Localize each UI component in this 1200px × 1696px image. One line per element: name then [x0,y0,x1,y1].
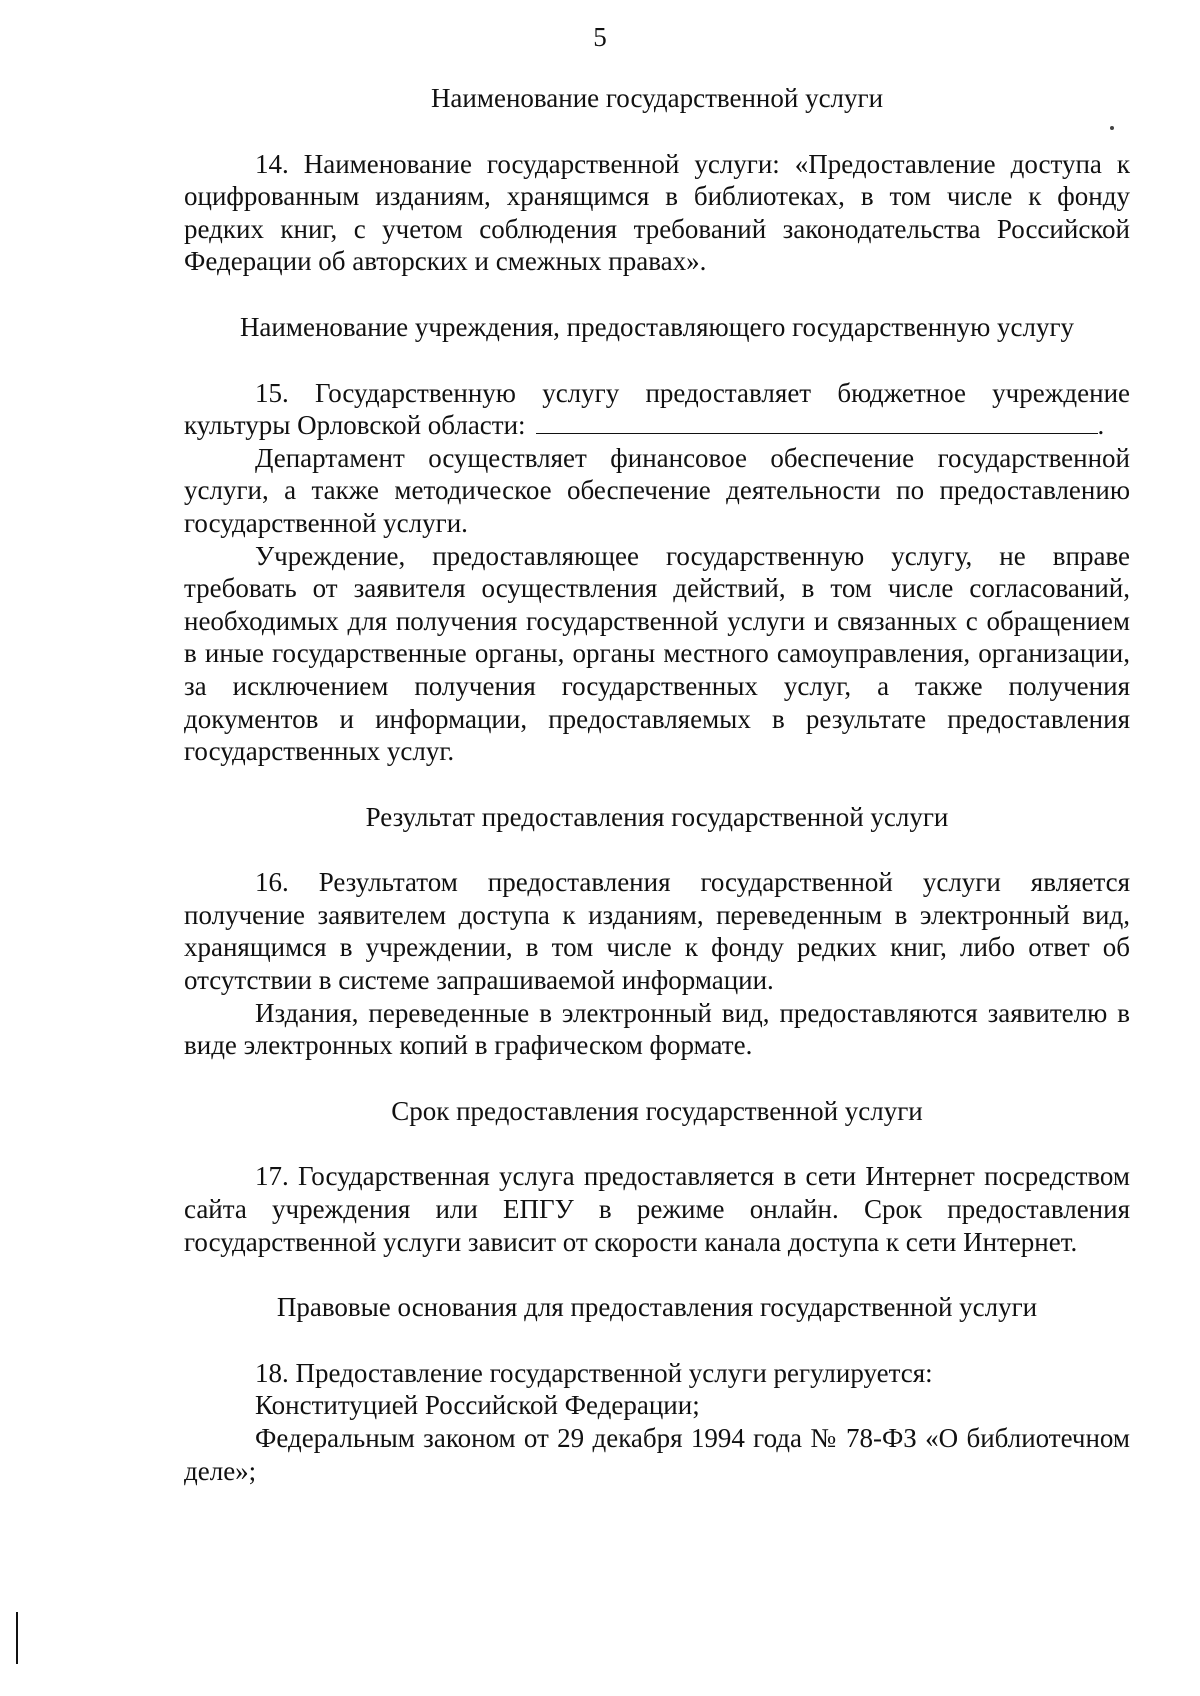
section-heading-legal-basis: Правовые основания для предоставления государственной услуги [276,1292,1038,1323]
paragraph-14: 14. Наименование государственной услуги: «Предоставление доступа к оцифрованным изданиям, хранящимся в библиотеках, в том числе к фонду редких книг, с учетом соблюдения требований законодательства Российской Федерации об авторских и смежных правах». [184,148,1130,277]
paragraph-15-text: 15. Государственную услугу предоставляет бюджетное учреждение культуры Орловской области: [184,377,1130,441]
section-heading-service-name: Наименование государственной услуги [430,83,884,113]
paragraph-15 [184,377,1130,442]
spacer [184,1062,1130,1095]
spacer [184,278,1130,311]
paragraph-15-end: . [1097,410,1105,441]
section-heading-term: Срок предоставления государственной услуги [391,1095,923,1126]
paragraph-editions: Издания, переведенные в электронный вид, предоставляются заявителю в виде электронных копий в графическом формате. [184,997,1130,1061]
document-body [184,82,1130,1487]
spacer [184,768,1130,801]
spacer [184,1324,1130,1357]
paragraph-department: Департамент осуществляет финансовое обеспечение государственной услуги, а также методическое обеспечение деятельности по предоставлению государственной услуги. [184,442,1130,538]
spacer [184,1258,1130,1291]
spacer [184,115,1130,148]
paragraph-18: 18. Предоставление государственной услуги регулируется: [255,1357,933,1388]
paragraph-constitution: Конституцией Российской Федерации; [255,1390,700,1421]
paragraph-federal-law: Федеральным законом от 29 декабря 1994 года № 78-ФЗ «О библиотечном деле»; [184,1423,1130,1486]
scan-margin-mark [16,1612,18,1664]
section-heading-institution: Наименование учреждения, предоставляющего государственную услугу [239,311,1075,342]
paragraph-institution-restrictions: Учреждение, предоставляющее государственную услугу, не вправе требовать от заявителя осуществления действий, в том числе согласований, необходимых для получения государственной услуги и связанных с обращением в иные государственные органы, органы местного самоуправления, организации, за исключением получения государственных услуг, а также получения документов и информации, предоставляемых в результате предоставления государственных услуг. [184,540,1130,767]
page-number: 5 [593,22,607,52]
spacer [184,1127,1130,1160]
paragraph-16: 16. Результатом предоставления государственной услуги является получение заявителем доступа к изданиям, переведенным в электронный вид, хранящимся в учреждении, в том числе к фонду редких книг, либо ответ об отсутствии в системе запрашиваемой информации. [184,867,1130,996]
section-heading-result: Результат предоставления государственной услуги [365,801,949,832]
spacer [184,833,1130,866]
fill-in-blank-line [536,411,1098,434]
paragraph-17: 17. Государственная услуга предоставляется в сети Интернет посредством сайта учреждения или ЕПГУ в режиме онлайн. Срок предоставления государственной услуги зависит от скорости канала доступа к сети Интернет. [184,1161,1130,1257]
spacer [184,344,1130,377]
